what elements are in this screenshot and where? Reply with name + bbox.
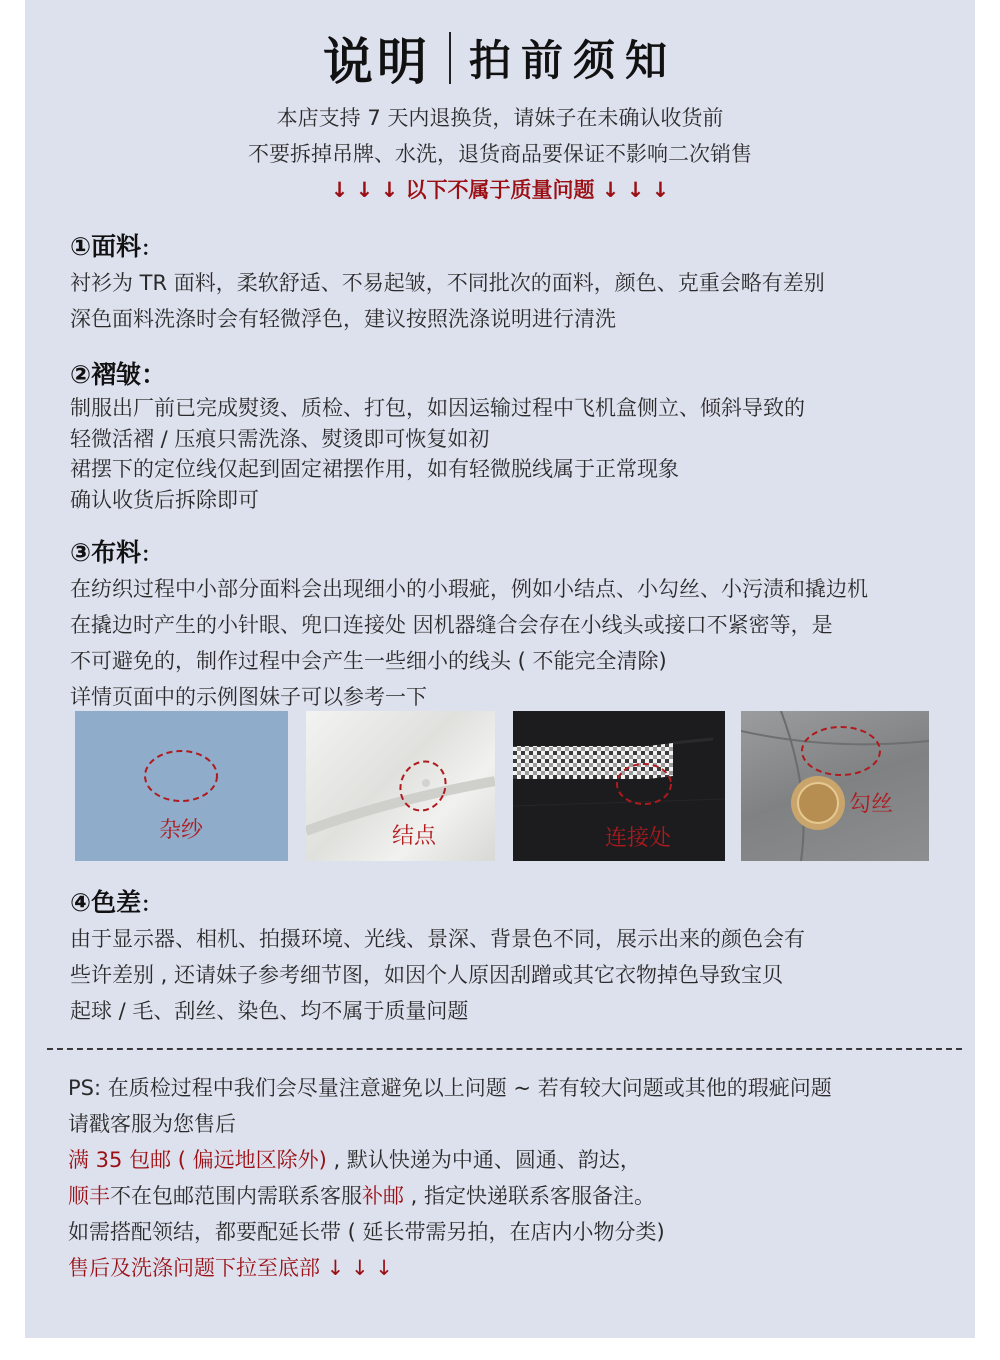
section-title	[70, 358, 950, 393]
section-color-difference	[70, 886, 950, 1029]
section-body	[70, 265, 950, 337]
default-courier-note: , 默认快递为中通、圆通、韵达，	[326, 1148, 641, 1172]
section-title-colon: ：	[141, 542, 162, 566]
intro-warning: ↓ ↓ ↓ 以下不属于质量问题 ↓ ↓ ↓	[330, 178, 670, 202]
ps-line	[68, 1142, 958, 1178]
sf-express-note: 顺丰	[68, 1184, 110, 1208]
section-line: 深色面料洗涤时会有轻微浮色，建议按照洗涤说明进行清洗	[70, 307, 616, 331]
photo-label: 勾丝	[849, 792, 894, 817]
section-title-text: ①面料	[70, 232, 142, 261]
photo-seam-joint	[513, 711, 725, 861]
extra-postage-note: 补邮	[362, 1184, 404, 1208]
button-illustration	[741, 711, 929, 861]
section-title-colon: ：	[141, 236, 162, 260]
section-line: 确认收货后拆除即可	[70, 487, 259, 512]
section-line: 起球 / 毛、刮丝、染色、均不属于质量问题	[70, 999, 469, 1023]
ps-notes	[68, 1070, 958, 1286]
free-shipping-note: 满 35 包邮 ( 偏远地区除外)	[68, 1148, 327, 1172]
photo-knot	[306, 711, 495, 861]
section-line: 些许差别 , 还请妹子参考细节图，如因个人原因刮蹭或其它衣物掉色导致宝贝	[70, 963, 784, 987]
dashed-divider	[47, 1048, 962, 1050]
title-separator	[449, 32, 451, 84]
section-line: 制服出厂前已完成熨烫、质检、打包，如因运输过程中飞机盒侧立、倾斜导致的	[70, 396, 805, 420]
photo-stray-yarn	[75, 711, 288, 861]
intro-line-2: 不要拆掉吊牌、水洗，退货商品要保证不影响二次销售	[248, 142, 752, 166]
ps-line	[68, 1178, 958, 1214]
section-line: 详情页面中的示例图妹子可以参考一下	[70, 685, 427, 709]
page-title	[25, 28, 975, 91]
section-body	[70, 571, 950, 715]
photo-label: 结点	[392, 824, 437, 849]
ps-line: PS: 在质检过程中我们会尽量注意避免以上问题 ~ 若有较大问题或其他的瑕疵问题	[68, 1076, 832, 1100]
section-line: 轻微活褶 / 压痕只需洗涤、熨烫即可恢复如初	[70, 426, 490, 451]
intro-line-1: 本店支持 7 天内退换货，请妹子在未确认收货前	[276, 106, 724, 130]
section-title-text: ④色差	[70, 888, 142, 917]
section-cloth	[70, 536, 950, 715]
section-fabric	[70, 230, 950, 337]
photo-snag	[741, 711, 929, 861]
section-title-colon: ：	[141, 892, 162, 916]
section-line: 在撬边时产生的小针眼、兜口连接处 因机器缝合会存在小线头或接口不紧密等，是	[70, 613, 833, 637]
section-line: 不可避免的，制作过程中会产生一些细小的线头 ( 不能完全清除)	[70, 649, 667, 673]
intro-text	[25, 100, 975, 208]
section-title	[70, 886, 950, 921]
section-line: 裙摆下的定位线仅起到固定裙摆作用，如有轻微脱线属于正常现象	[70, 457, 679, 481]
section-body	[70, 921, 950, 1029]
ps-text: , 指定快递联系客服备注。	[404, 1184, 656, 1208]
example-photos	[75, 711, 935, 861]
section-body	[70, 393, 950, 515]
ps-text: 不在包邮范围内需联系客服	[110, 1184, 362, 1208]
content-panel	[25, 0, 975, 1338]
ps-line: 如需搭配领结，都要配延长带 ( 延长带需另拍，在店内小物分类)	[68, 1220, 665, 1244]
photo-label: 杂纱	[159, 818, 204, 843]
photo-label: 连接处	[605, 826, 672, 851]
section-title-text: ②褶皱：	[70, 360, 167, 389]
section-wrinkles	[70, 358, 950, 515]
page-title-sub: 拍前须知	[468, 36, 677, 85]
section-title	[70, 230, 950, 265]
page-title-main: 说明	[322, 33, 431, 91]
after-sales-link: 售后及洗涤问题下拉至底部 ↓ ↓ ↓	[68, 1256, 393, 1280]
section-line: 由于显示器、相机、拍摄环境、光线、景深、背景色不同，展示出来的颜色会有	[70, 927, 805, 951]
ps-line: 请戳客服为您售后	[68, 1112, 236, 1136]
section-title	[70, 536, 950, 571]
section-title-text: ③布料	[70, 538, 142, 567]
section-line: 在纺织过程中小部分面料会出现细小的小瑕疵，例如小结点、小勾丝、小污渍和撬边机	[70, 577, 868, 601]
section-line: 衬衫为 TR 面料，柔软舒适、不易起皱，不同批次的面料，颜色、克重会略有差别	[70, 271, 825, 295]
